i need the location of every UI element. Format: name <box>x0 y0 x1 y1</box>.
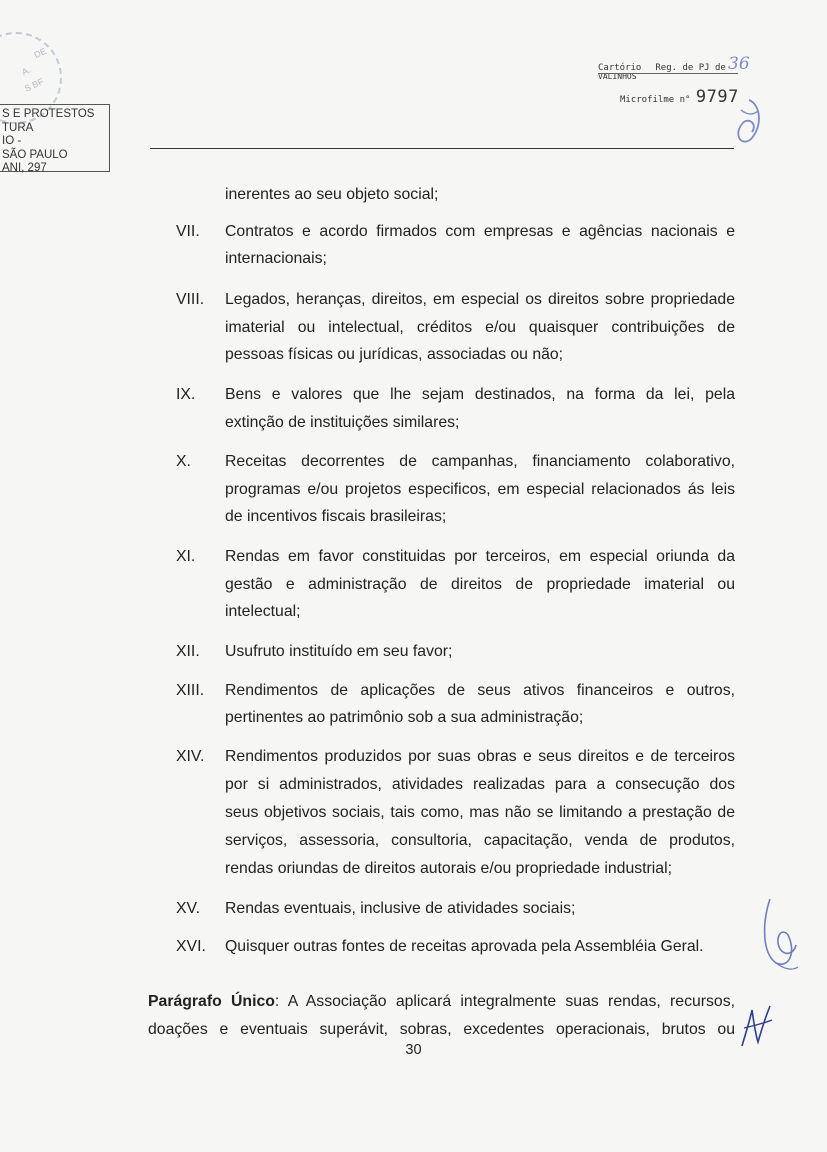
margin-signature-icon <box>760 893 800 971</box>
stamp-line: SÃO PAULO <box>2 148 68 161</box>
paragraph-line <box>148 993 735 1011</box>
item-text-line: intelectual; <box>225 603 301 620</box>
registry-label: Reg. de PJ de <box>655 63 726 73</box>
item-text-line: Rendimentos de aplicações de seus ativos financeiros e outros, <box>225 682 735 699</box>
item-numeral: VIII. <box>176 291 205 308</box>
stamp-line: IO - <box>2 135 22 147</box>
item-text-line: Quisquer outras fontes de receitas aprovada pela Assembléia Geral. <box>225 938 704 955</box>
initial-signature-icon <box>732 96 766 146</box>
paragraph-line: doações e eventuais superávit, sobras, excedentes operacionais, brutos ou <box>148 1021 735 1038</box>
microfilm-label: Microfilme n° <box>620 95 691 105</box>
item-numeral: XVI. <box>176 938 206 955</box>
item-text-line: Legados, heranças, direitos, em especial os direitos sobre propriedade <box>225 291 735 308</box>
handwritten-page-number: 36 <box>728 54 750 74</box>
registry-stamp <box>598 54 750 107</box>
item-text-line: gestão e administração de direitos de propriedade imaterial ou <box>225 576 735 593</box>
protest-office-stamp <box>0 104 110 172</box>
registry-city: VALINHOS <box>598 72 637 81</box>
item-text-line: pertinentes ao patrimônio sob a sua administração; <box>225 709 584 726</box>
item-text-line: programas e/ou projetos especificos, em especial relacionados ás leis <box>225 481 735 498</box>
registry-office: Cartório <box>598 63 642 73</box>
item-text-line: por si administrados, atividades realizadas para a consecução dos <box>225 776 735 793</box>
item-text-line: de incentivos fiscais brasileiras; <box>225 508 447 525</box>
paragraph-label: Parágrafo Único <box>148 993 275 1010</box>
item-text-line: Rendas eventuais, inclusive de atividades sociais; <box>225 900 576 917</box>
header-rule <box>150 148 734 149</box>
item-text-line: Rendas em favor constituidas por terceiros, em especial oriunda da <box>225 548 735 565</box>
round-stamp-text: A. <box>20 64 33 78</box>
item-numeral: XII. <box>176 643 200 660</box>
item-text-line: Bens e valores que lhe sejam destinados, na forma da lei, pela <box>225 386 735 403</box>
round-stamp-text: S BF <box>22 76 46 94</box>
item-text-line: internacionais; <box>225 250 327 267</box>
item-text-line: Usufruto instituído em seu favor; <box>225 643 453 660</box>
margin-initials-icon <box>738 1002 774 1048</box>
stamp-line: ANI, 297 <box>2 162 47 174</box>
item-text-line: rendas oriundas de direitos autorais e/ou propriedade industrial; <box>225 860 672 877</box>
item-numeral: XV. <box>176 900 201 917</box>
stamp-line: TURA <box>2 121 34 134</box>
item-text-line: seus objetivos sociais, tais como, mas não se limitando a prestação de <box>225 804 735 821</box>
item-numeral: IX. <box>176 386 196 403</box>
microfilm-number: 9797 <box>695 87 739 107</box>
stamp-line: S E PROTESTOS <box>2 108 95 120</box>
item-numeral: X. <box>176 453 191 470</box>
page-number: 30 <box>405 1042 422 1058</box>
item-text-line: extinção de instituições similares; <box>225 414 460 431</box>
item-numeral: XIII. <box>176 682 205 699</box>
item-text-line: Contratos e acordo firmados com empresas e agências nacionais e <box>225 223 735 240</box>
paragraph-text: : A Associação aplicará integralmente suas rendas, recursos, <box>274 993 735 1010</box>
item-text-line: Rendimentos produzidos por suas obras e seus direitos e de terceiros <box>225 748 735 765</box>
round-stamp-text: DE <box>32 45 49 61</box>
item-numeral: XIV. <box>176 748 205 765</box>
item-numeral: VII. <box>176 223 200 240</box>
item-numeral: XI. <box>176 548 196 565</box>
item-text-line: serviços, assessoria, consultoria, capacitação, venda de produtos, <box>225 832 735 849</box>
item-text-line: pessoas físicas ou jurídicas, associadas ou não; <box>225 346 564 363</box>
intro-line: inerentes ao seu objeto social; <box>225 186 439 203</box>
item-text-line: Receitas decorrentes de campanhas, financiamento colaborativo, <box>225 453 735 470</box>
item-text-line: imaterial ou intelectual, créditos e/ou quaisquer contribuições de <box>225 319 735 336</box>
